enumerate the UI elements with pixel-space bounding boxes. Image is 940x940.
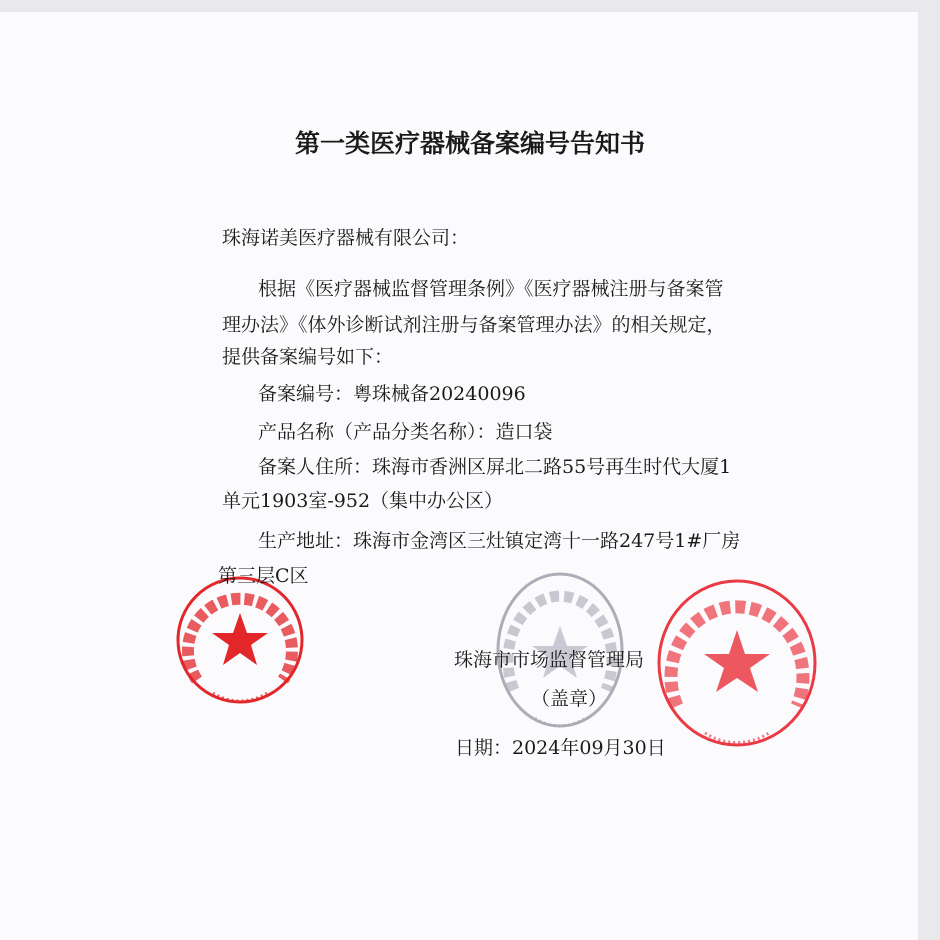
issuer-name: 珠海市市场监督管理局	[454, 649, 645, 671]
issue-date: 日期：2024年09月30日	[455, 737, 666, 759]
addressee: 珠海诺美医疗器械有限公司：	[222, 227, 470, 249]
body-line: 理办法》《体外诊断试剂注册与备案管理办法》的相关规定，	[222, 314, 726, 336]
production-address: 生产地址：珠海市金湾区三灶镇定湾十一路247号1#厂房	[258, 530, 741, 552]
stamp-note: （盖章）	[531, 688, 608, 710]
record-number: 备案编号：粤珠械备20240096	[258, 383, 526, 405]
product-name: 产品名称（产品分类名称）：造口袋	[258, 421, 553, 443]
registrant-address-cont: 单元1903室-952（集中办公区）	[222, 490, 504, 512]
body-line: 提供备案编号如下：	[222, 346, 394, 368]
document-title: 第一类医疗器械备案编号告知书	[294, 129, 645, 158]
company-seal-right	[655, 578, 820, 753]
body-line: 根据《医疗器械监督管理条例》《医疗器械注册与备案管	[258, 278, 724, 300]
production-address-cont: 第三层C区	[218, 565, 309, 587]
registrant-address: 备案人住所：珠海市香洲区屏北二路55号再生时代大厦1	[258, 456, 732, 478]
